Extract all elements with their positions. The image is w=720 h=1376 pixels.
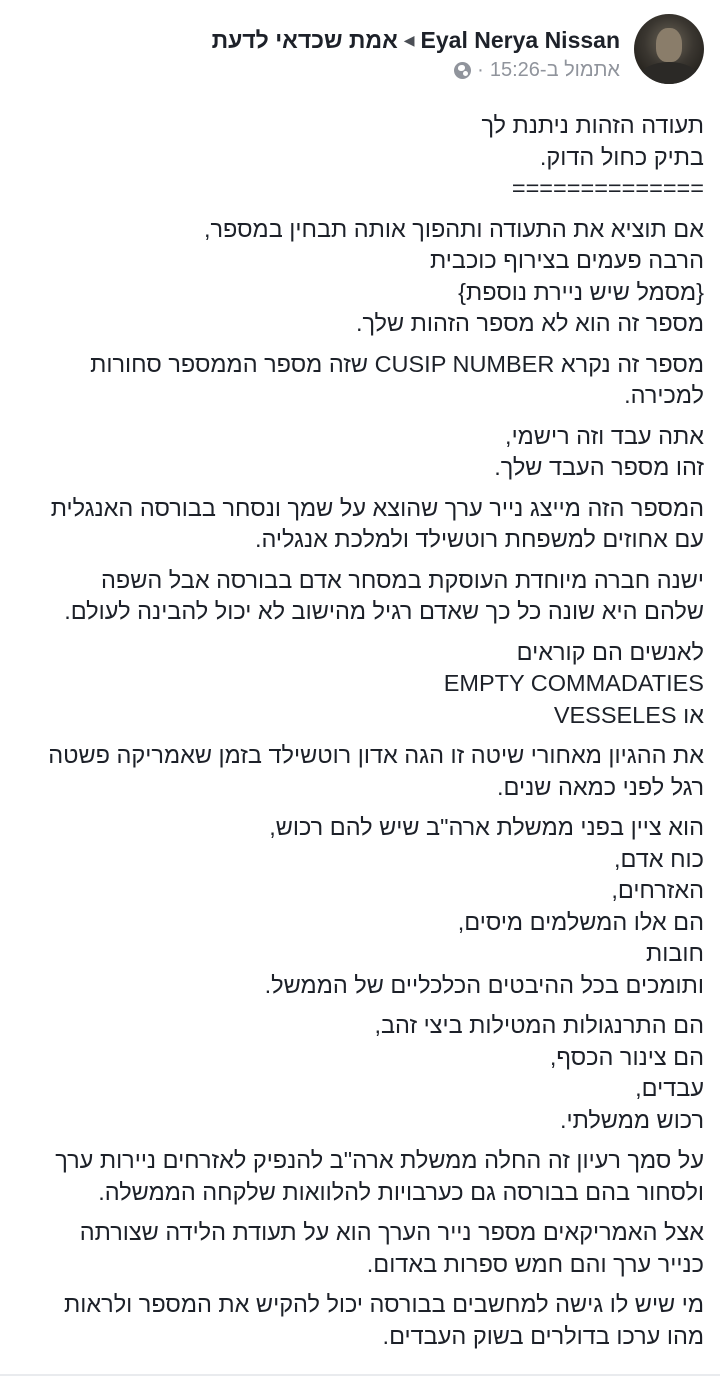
post-text-line: הרבה פעמים בצירוף כוכבית xyxy=(430,247,704,273)
post-text-line: את ההגיון מאחורי שיטה זו הגה אדון רוטשילד בזמן שאמריקה פשטה xyxy=(48,742,704,768)
post-paragraph xyxy=(16,1145,704,1208)
post-subline xyxy=(212,58,620,82)
post-text-line: מספר זה נקרא CUSIP NUMBER שזה מספר הממספר סחורות xyxy=(90,350,704,377)
post-text-line: כנייר ערך והם חמש ספרות באדום. xyxy=(366,1250,704,1277)
post-text-line: ישנה חברה מיוחדת העוסקת במסחר אדם בבורסה אבל השפה xyxy=(100,566,704,593)
post-text-line: תעודה הזהות ניתנת לך xyxy=(481,112,704,138)
author-name[interactable]: Eyal Nerya Nissan xyxy=(420,27,620,53)
group-name[interactable]: אמת שכדאי לדעת xyxy=(211,27,398,53)
post-text-line: אם תוציא את התעודה ותהפוך אותה תבחין במספר, xyxy=(203,215,704,242)
meta-separator: · xyxy=(477,59,484,81)
post-text-line: אתה עבד וזה רישמי, xyxy=(505,422,704,449)
post-text-line: מספר זה הוא לא מספר הזהות שלך. xyxy=(355,310,704,336)
post-text-line: מי שיש לו גישה למחשבים בבורסה יכול להקיש את המספר ולראות xyxy=(64,1291,704,1317)
post-text-line: שלהם היא שונה כל כך שאדם רגיל מהישוב לא יכול להבינה לעולם. xyxy=(64,598,704,624)
post-text-line: הם צינור הכסף, xyxy=(549,1043,704,1070)
post-title-line xyxy=(212,26,620,54)
post-text-line: רכוש ממשלתי. xyxy=(559,1106,704,1133)
post-paragraph xyxy=(16,1217,704,1280)
post-text-line: לאנשים הם קוראים xyxy=(516,638,704,665)
post-paragraph xyxy=(16,214,704,340)
post-text-line: בתיק כחול הדוק. xyxy=(539,143,704,170)
triangle-left-icon: ◀ xyxy=(403,32,415,48)
post-text-line: המספר הזה מייצג נייר ערך שהוצא על שמך ונסחר בבורסה האנגלית xyxy=(50,494,704,521)
post-text-line: עם אחוזים למשפחת רוטשילד ולמלכת אנגליה. xyxy=(254,526,704,552)
post-text-line: זהו מספר העבד שלך. xyxy=(494,454,704,480)
post-text-line: אצל האמריקאים מספר נייר הערך הוא על תעודת הלידה שצורתה xyxy=(79,1219,704,1245)
post-text-line: או VESSELES xyxy=(553,701,704,728)
post-text-line: הוא ציין בפני ממשלת ארה"ב שיש להם רכוש, xyxy=(269,814,704,840)
post-paragraph xyxy=(16,740,704,803)
globe-icon[interactable] xyxy=(454,62,471,79)
post-text-line: על סמך רעיון זה החלה ממשלת ארה"ב להנפיק לאזרחים ניירות ערך xyxy=(55,1147,704,1173)
post-text-line: ולסחור בהם בבורסה גם כערבויות להלוואות שלקחה הממשלה. xyxy=(98,1178,704,1205)
post-header xyxy=(16,14,704,86)
post-paragraph xyxy=(16,1289,704,1352)
post-text-line: ============== xyxy=(511,175,704,201)
post-text-line: רגל לפני כמאה שנים. xyxy=(497,773,704,800)
post-text-line: חובות xyxy=(646,940,704,966)
post-paragraph xyxy=(16,565,704,628)
post-paragraph xyxy=(16,812,704,1001)
post-timestamp[interactable]: אתמול ב-15:26 xyxy=(489,59,620,81)
post-meta xyxy=(212,14,620,82)
author-avatar[interactable] xyxy=(634,14,704,84)
avatar-face xyxy=(656,28,682,62)
post-text-line: כוח אדם, xyxy=(614,845,704,872)
post-paragraph xyxy=(16,493,704,556)
post-paragraph xyxy=(16,421,704,484)
post-text-line: מהו ערכו בדולרים בשוק העבדים. xyxy=(382,1322,704,1349)
post-text-line: ותומכים בכל ההיבטים הכלכליים של הממשל. xyxy=(264,971,704,998)
post-paragraph xyxy=(16,1010,704,1136)
avatar-shoulders xyxy=(640,62,698,84)
post-paragraph xyxy=(16,110,704,205)
post-paragraph xyxy=(16,637,704,732)
post-text-line: {מסמל שיש ניירת נוספת} xyxy=(458,278,704,305)
post-text-line: למכירה. xyxy=(624,382,704,408)
post-text-line: עבדים, xyxy=(635,1075,704,1101)
post-text-line: הם התרנגולות המטילות ביצי זהב, xyxy=(374,1012,704,1038)
post-paragraph xyxy=(16,349,704,412)
post-text-line: הם אלו המשלמים מיסים, xyxy=(457,908,704,935)
post-text-line: EMPTY COMMADATIES xyxy=(443,670,704,696)
post-body xyxy=(16,110,704,1361)
post-text-line: האזרחים, xyxy=(611,877,704,903)
